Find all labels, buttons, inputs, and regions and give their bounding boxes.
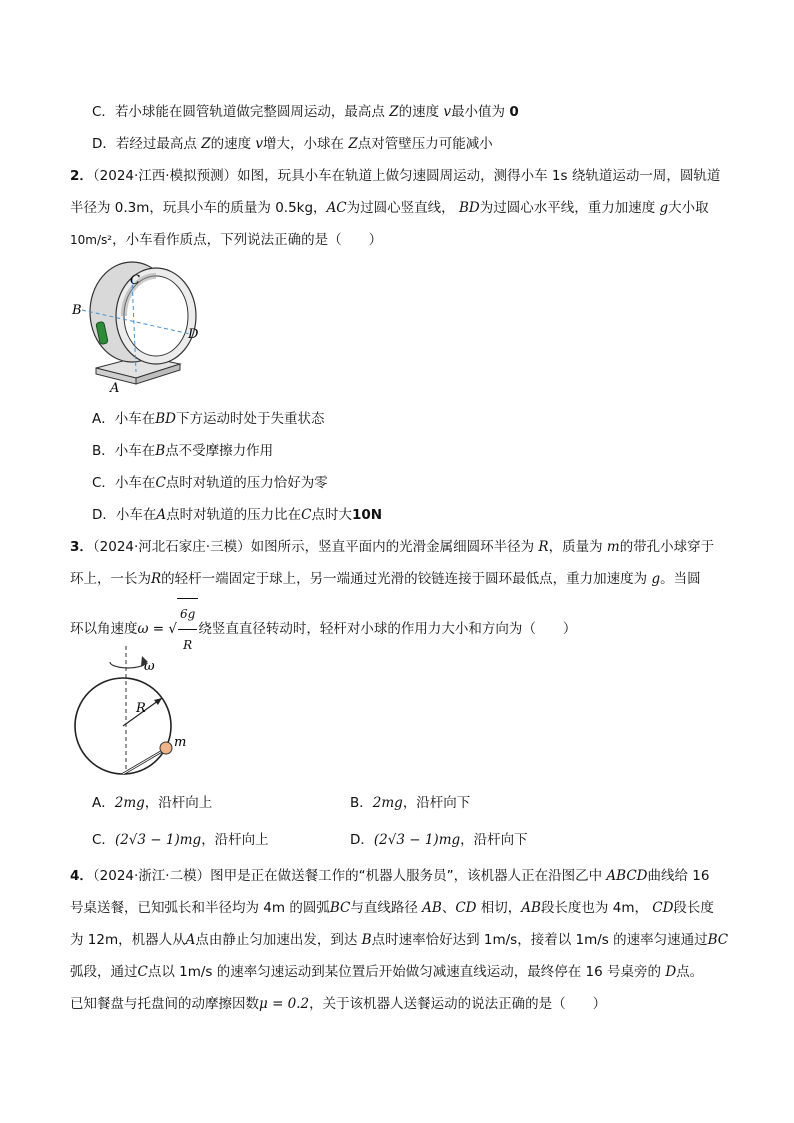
q4-stem-line4: 弧段，通过C点以 1m/s 的速率匀速运动到某位置后开始做匀减速直线运动，最终停在 16 号桌旁的 D点。 <box>70 964 704 980</box>
q2-option-b: B．小车在B点不受摩擦力作用 <box>92 443 274 459</box>
loop-track-figure <box>70 260 210 400</box>
label-b: B <box>72 303 82 318</box>
q3-option-c: C．(2√3 − 1)mg，沿杆向上 <box>92 832 269 848</box>
q2-option-d: D．小车在A点时对轨道的压力比在C点时大10N <box>92 507 383 523</box>
q2-option-a: A．小车在BD下方运动时处于失重状态 <box>92 411 325 427</box>
q2-stem-line3: 10m/s²，小车看作质点，下列说法正确的是（ ） <box>70 232 383 248</box>
q3-stem-line2: 环上，一长为R的轻杆一端固定于球上，另一端通过光滑的铰链连接于圆环最低点，重力加速度为 g。当圆 <box>70 571 701 587</box>
q3-option-a: A．2mg，沿杆向上 <box>92 795 213 811</box>
q2-stem-line1: 2．（2024·江西·模拟预测）如图，玩具小车在轨道上做匀速圆周运动，测得小车 1s 绕轨道运动一周，圆轨道 <box>70 168 721 184</box>
label-d: D <box>188 327 199 342</box>
q2-stem-line2: 半径为 0.3m，玩具小车的质量为 0.5kg，AC为过圆心竖直线， BD为过圆心水平线，重力加速度 g大小取 <box>70 200 709 216</box>
q3-stem-line1: 3．（2024·河北石家庄·三模）如图所示，竖直平面内的光滑金属细圆环半径为 R，质量为 m的带孔小球穿于 <box>70 539 715 555</box>
label-r: R <box>136 701 146 716</box>
label-m: m <box>174 735 187 750</box>
label-c: C <box>130 273 140 288</box>
q2-option-c: C．小车在C点时对轨道的压力恰好为零 <box>92 475 328 491</box>
q4-stem-line1: 4．（2024·浙江·二模）图甲是正在做送餐工作的“机器人服务员”，该机器人正在沿图乙中 ABCD曲线给 16 <box>70 868 710 884</box>
q4-stem-line2: 号桌送餐，已知弧长和半径均为 4m 的圆弧BC与直线路径 AB、CD 相切，AB段长度也为 4m， CD段长度 <box>70 900 714 916</box>
q1-option-c: C．若小球能在圆管轨道做完整圆周运动，最高点 Z的速度 v最小值为 0 <box>92 104 519 120</box>
q3-option-d: D．(2√3 − 1)mg，沿杆向下 <box>350 832 528 848</box>
ring-figure <box>68 640 198 780</box>
q4-stem-line3: 为 12m，机器人从A点由静止匀加速出发，到达 B点时速率恰好达到 1m/s，接着以 1m/s 的速率匀速通过BC <box>70 932 729 948</box>
q4-stem-line5: 已知餐盘与托盘间的动摩擦因数μ = 0.2，关于该机器人送餐运动的说法正确的是（ ） <box>70 996 607 1012</box>
label-omega: ω <box>144 659 155 674</box>
label-a: A <box>110 381 120 396</box>
q3-option-b: B．2mg，沿杆向下 <box>350 795 471 811</box>
q1-option-d: D．若经过最高点 Z的速度 v增大，小球在 Z点对管壁压力可能减小 <box>92 136 493 152</box>
q3-stem-line3: 环以角速度ω = √ $\frac{6g}{R}$ 绕竖直直径转动时，轻杆对小球的作用力大小和方向为（ ） <box>70 598 576 660</box>
